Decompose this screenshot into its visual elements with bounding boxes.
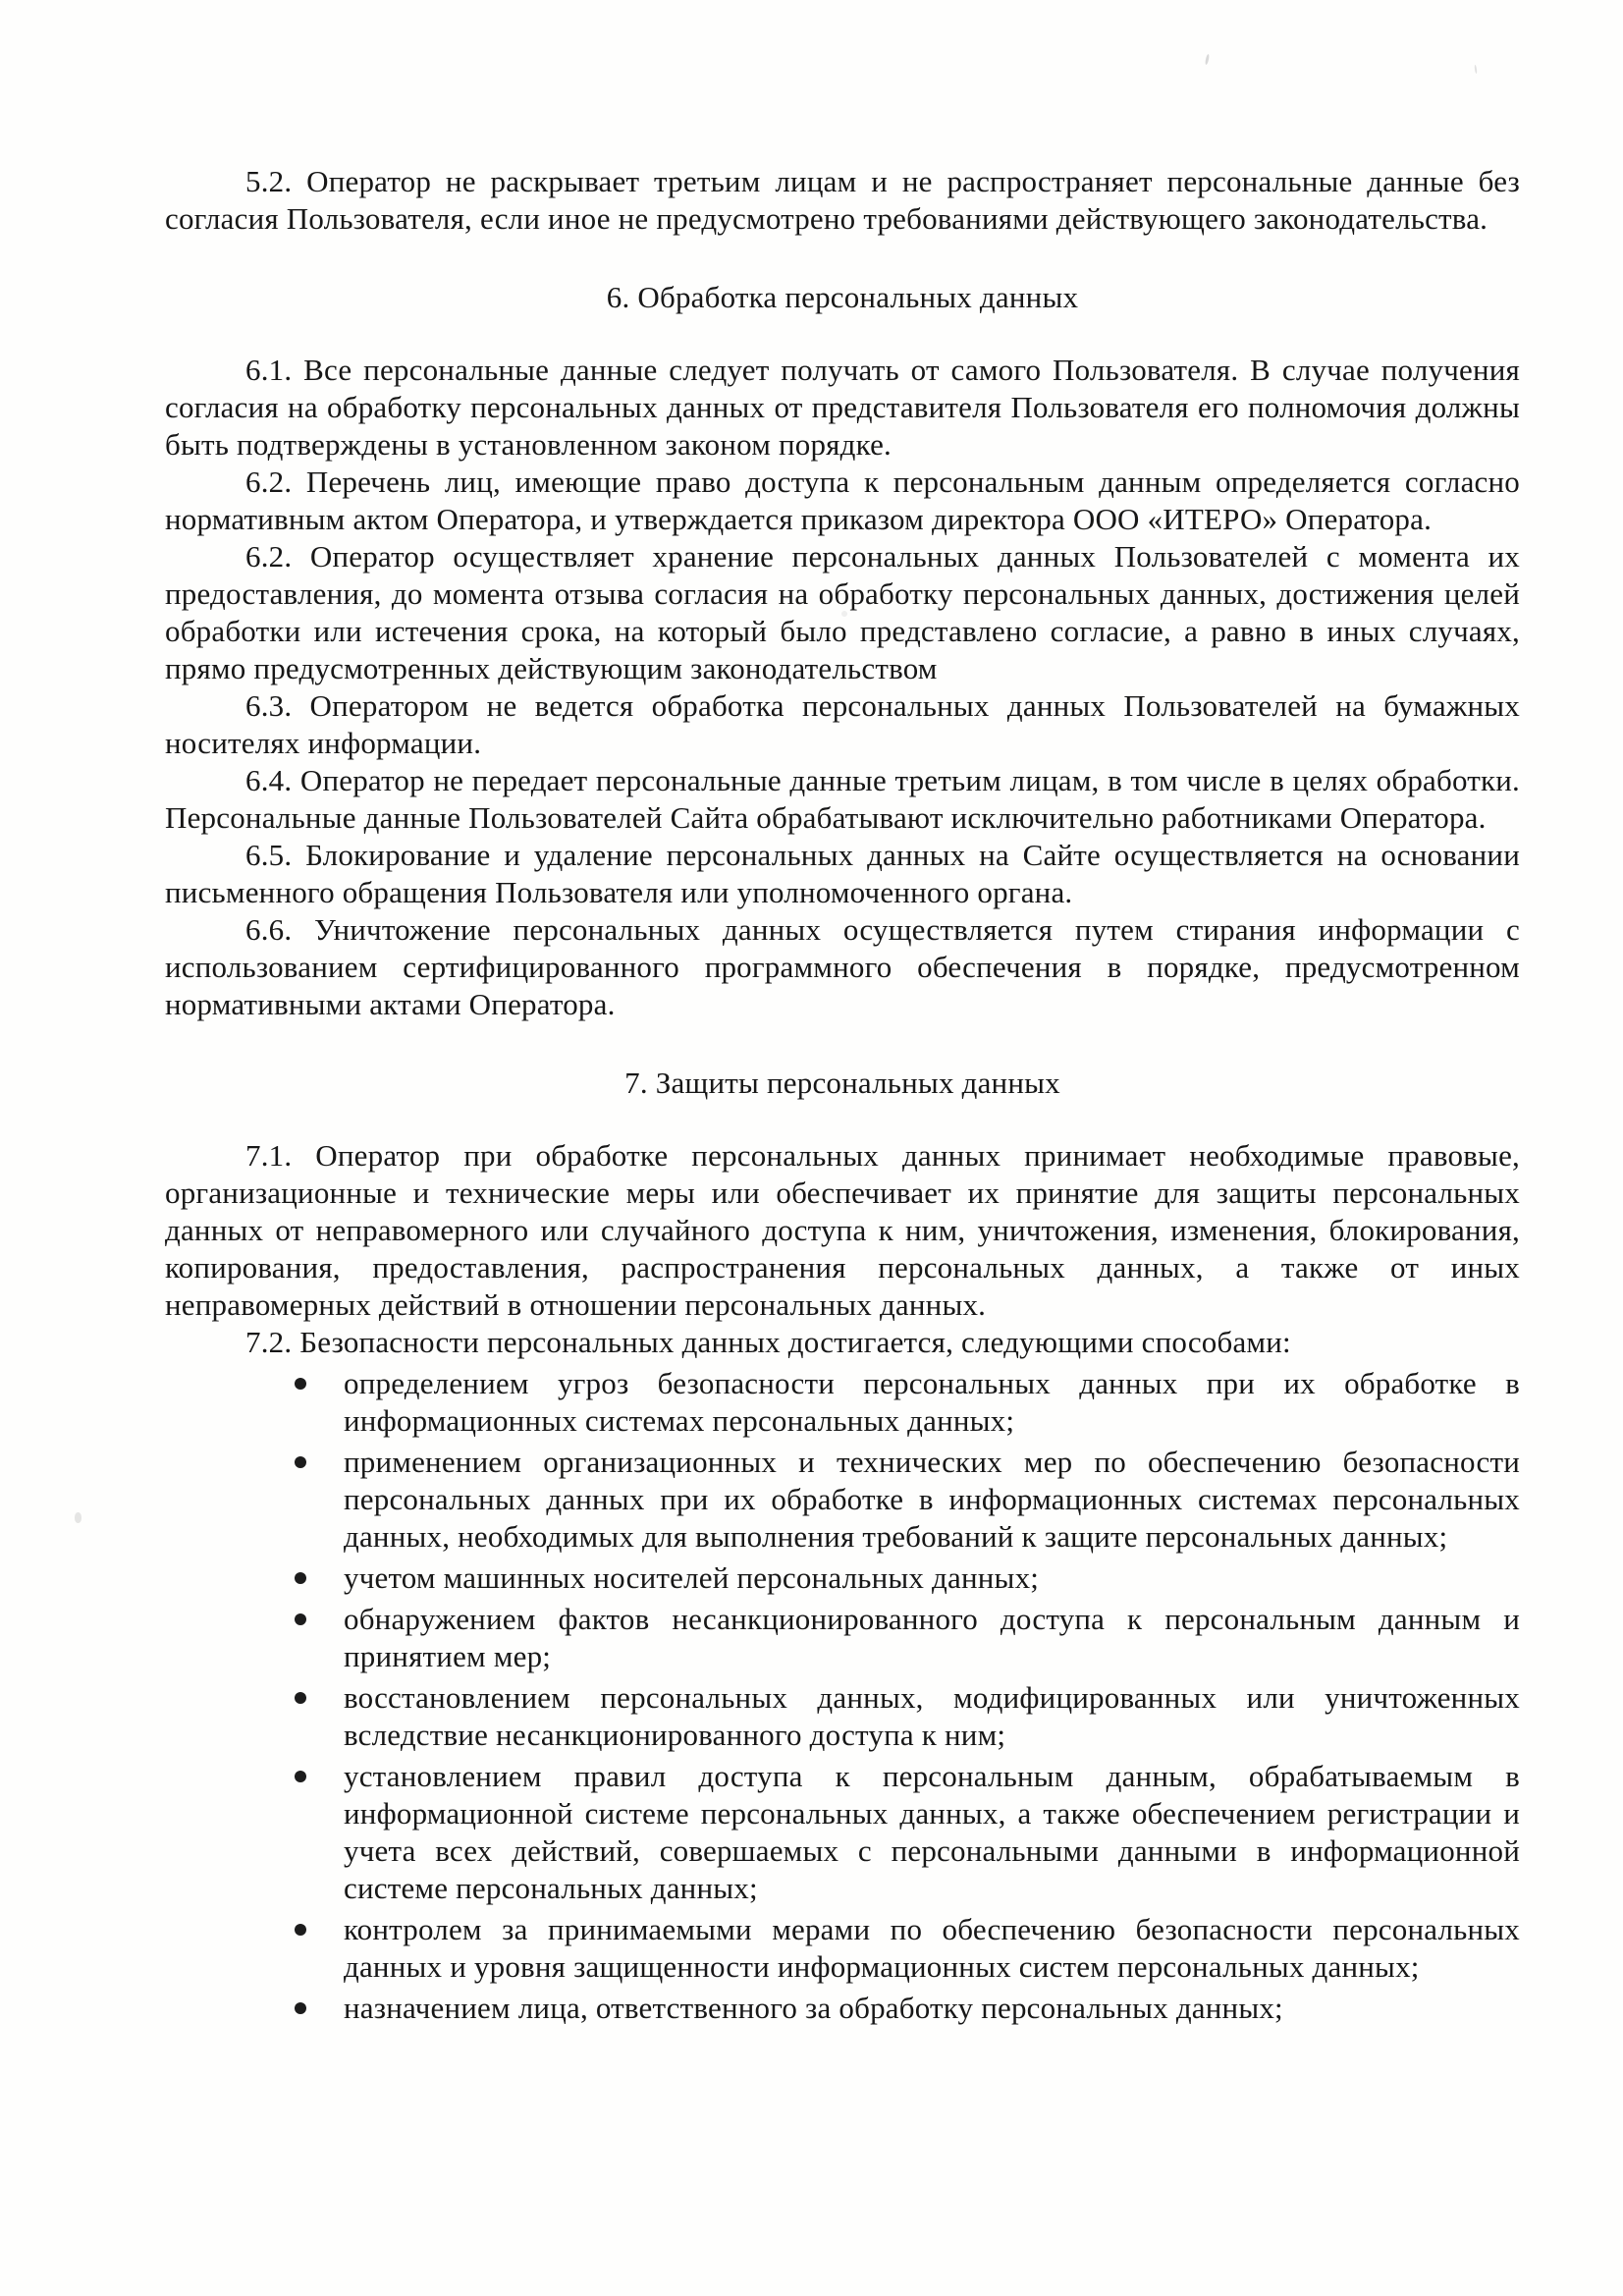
bullet-icon	[295, 1771, 306, 1782]
paragraph-6-1: 6.1. Все персональные данные следует получать от самого Пользователя. В случае получения согласия на обработку персональных данных от представителя Пользователя его полномочия должны быть подтверждены в установленном законом порядке.	[165, 353, 1520, 462]
list-item-text: обнаружением фактов несанкционированного доступа к персональным данным и принятием мер;	[344, 1602, 1520, 1673]
paragraph-6-4: 6.4. Оператор не передает персональные данные третьим лицам, в том числе в целях обработки. Персональные данные Пользователей Сайта обрабатывают исключительно работниками Оператора.	[165, 763, 1520, 835]
list-item-responsible-person	[165, 1990, 1520, 2027]
list-item-text: определением угроз безопасности персональных данных при их обработке в информационных системах персональных данных;	[344, 1366, 1520, 1438]
list-item-text: установлением правил доступа к персональным данным, обрабатываемым в информационной системе персональных данных, а также обеспечением регистрации и учета всех действий, совершаемых с персональными данными в информационной системе персональных данных;	[344, 1759, 1520, 1905]
paragraph-6-2-access-list: 6.2. Перечень лиц, имеющие право доступа к персональным данным определяется согласно нормативным актом Оператора, и утверждается приказом директора ООО «ИТЕРО» Оператора.	[165, 465, 1520, 536]
list-item-measures-control	[165, 1911, 1520, 1986]
list-item-access-rules	[165, 1758, 1520, 1907]
bullet-icon	[295, 1572, 306, 1584]
list-item-text: применением организационных и технических мер по обеспечению безопасности персональных данных при их обработке в информационных системах персональных данных, необходимых для выполнения требований к защите персональных данных;	[344, 1445, 1520, 1554]
list-item-text: учетом машинных носителей персональных данных;	[344, 1560, 1040, 1595]
bullet-icon	[295, 1378, 306, 1390]
list-item-text: контролем за принимаемыми мерами по обеспечению безопасности персональных данных и уровня защищенности информационных систем персональных данных;	[344, 1912, 1520, 1984]
list-item-text: восстановлением персональных данных, модифицированных или уничтоженных вследствие несанкционированного доступа к ним;	[344, 1680, 1520, 1752]
section-heading-6: 6. Обработка персональных данных	[606, 280, 1079, 314]
list-item-machine-media-accounting	[165, 1559, 1520, 1597]
paragraph-6-3: 6.3. Оператором не ведется обработка персональных данных Пользователей на бумажных носителях информации.	[165, 688, 1520, 760]
list-item-data-restoration	[165, 1679, 1520, 1754]
paragraph-6-6: 6.6. Уничтожение персональных данных осуществляется путем стирания информации с использованием сертифицированного программного обеспечения в порядке, предусмотренном нормативными актами Оператора.	[165, 912, 1520, 1021]
paragraph-6-2-storage: 6.2. Оператор осуществляет хранение персональных данных Пользователей с момента их предоставления, до момента отзыва согласия на обработку персональных данных, достижения целей обработки или истечения срока, на который было представлено согласие, а равно в иных случаях, прямо предусмотренных действующим законодательством	[165, 539, 1520, 685]
list-item-text: назначением лица, ответственного за обработку персональных данных;	[344, 1991, 1283, 2025]
paragraph-7-1: 7.1. Оператор при обработке персональных данных принимает необходимые правовые, организационные и технические меры или обеспечивает их принятие для защиты персональных данных от неправомерного или случайного доступа к ним, уничтожения, изменения, блокирования, копирования, предоставления, распространения персональных данных, а также от иных неправомерных действий в отношении персональных данных.	[165, 1138, 1520, 1322]
scan-artifact	[1474, 65, 1477, 74]
security-measures-list	[165, 1365, 1520, 2027]
bullet-icon	[295, 1924, 306, 1936]
paragraph-6-5: 6.5. Блокирование и удаление персональных данных на Сайте осуществляется на основании письменного обращения Пользователя или уполномоченного органа.	[165, 838, 1520, 909]
list-item-org-technical-measures	[165, 1444, 1520, 1556]
list-item-unauthorized-access-detection	[165, 1601, 1520, 1675]
paragraph-7-2: 7.2. Безопасности персональных данных достигается, следующими способами:	[245, 1325, 1291, 1359]
section-heading-7: 7. Защиты персональных данных	[624, 1066, 1060, 1100]
bullet-icon	[295, 1613, 306, 1625]
bullet-icon	[295, 2002, 306, 2014]
bullet-icon	[295, 1692, 306, 1704]
paragraph-5-2: 5.2. Оператор не раскрывает третьим лицам и не распространяет персональные данные без согласия Пользователя, если иное не предусмотрено требованиями действующего законодательства.	[165, 164, 1520, 236]
scan-artifact	[1205, 54, 1210, 65]
bullet-icon	[295, 1456, 306, 1468]
scan-artifact	[75, 1512, 81, 1523]
list-item-threat-identification	[165, 1365, 1520, 1440]
document-content	[165, 163, 1520, 2027]
